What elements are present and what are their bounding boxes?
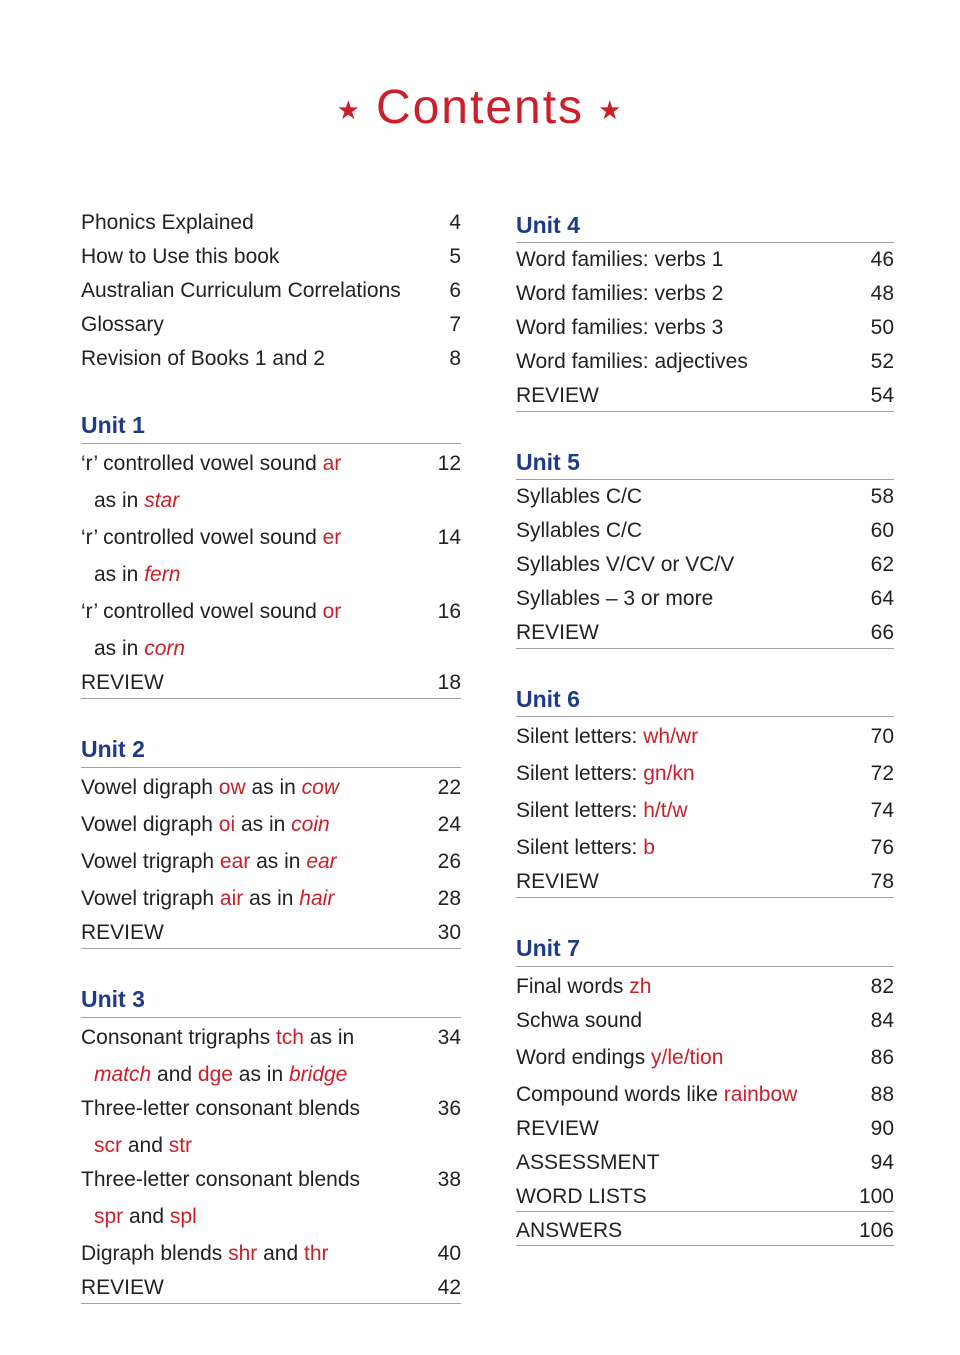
entry-highlight: dge [197, 1063, 233, 1086]
toc-entry[interactable] [81, 886, 461, 912]
entry-example: ear [306, 850, 337, 873]
page-number: 58 [870, 485, 894, 508]
toc-entry-review[interactable] [516, 1116, 894, 1142]
entry-text: as in [245, 776, 302, 799]
entry-text: Vowel digraph [81, 776, 219, 799]
entry-text: Three-letter consonant blends [81, 1097, 360, 1120]
toc-entry[interactable] [81, 1167, 461, 1193]
divider [81, 698, 461, 699]
page-number: 38 [437, 1168, 461, 1191]
toc-entry[interactable] [516, 1082, 894, 1108]
toc-entry[interactable] [516, 974, 894, 1000]
entry-text: as in [303, 1026, 355, 1049]
page-number: 30 [437, 921, 461, 944]
entry-label: Word families: adjectives [516, 350, 748, 373]
page-number: 14 [437, 526, 461, 549]
entry-highlight: ow [218, 776, 246, 799]
divider [516, 1245, 894, 1246]
toc-entry[interactable] [81, 244, 461, 270]
entry-label: Revision of Books 1 and 2 [81, 347, 325, 370]
divider [516, 648, 894, 649]
toc-entry-word-lists[interactable] [516, 1184, 894, 1210]
entry-label: REVIEW [81, 1276, 164, 1299]
entry-text: Digraph blends [81, 1242, 229, 1265]
divider [81, 948, 461, 949]
entry-example: hair [299, 887, 335, 910]
toc-entry[interactable] [81, 451, 461, 477]
divider [516, 716, 894, 717]
toc-entry[interactable] [516, 586, 894, 612]
entry-text: and [151, 1063, 198, 1086]
title-text: Contents [375, 81, 585, 134]
entry-example: corn [144, 637, 186, 660]
page-number: 78 [870, 870, 894, 893]
page-number: 84 [870, 1009, 894, 1032]
divider [516, 1211, 894, 1212]
entry-example: star [144, 489, 180, 512]
entry-highlight: wh/wr [643, 725, 699, 748]
toc-entry[interactable] [81, 812, 461, 838]
entry-text: Vowel trigraph [81, 887, 220, 910]
entry-label: Word families: verbs 3 [516, 316, 724, 339]
page-number: 42 [437, 1276, 461, 1299]
page-number: 90 [870, 1117, 894, 1140]
page-number: 74 [870, 799, 894, 822]
page-number: 82 [870, 975, 894, 998]
entry-highlight: shr [228, 1242, 258, 1265]
toc-entry[interactable] [81, 849, 461, 875]
entry-text: ‘r’ controlled vowel sound [81, 526, 323, 549]
entry-highlight: scr [94, 1134, 122, 1157]
entry-text: and [123, 1205, 170, 1228]
unit-heading: Unit 2 [81, 736, 145, 762]
entry-highlight: zh [629, 975, 652, 998]
toc-entry[interactable] [81, 1096, 461, 1122]
entry-text: as in [94, 489, 145, 512]
toc-entry-continued [94, 1062, 461, 1088]
page-number: 16 [437, 600, 461, 623]
divider [516, 479, 894, 480]
page-number: 40 [437, 1242, 461, 1265]
page-number: 5 [449, 245, 461, 268]
page-number: 72 [870, 762, 894, 785]
page-number: 76 [870, 836, 894, 859]
entry-label: ANSWERS [516, 1219, 623, 1242]
page-number: 52 [870, 350, 894, 373]
toc-entry[interactable] [81, 525, 461, 551]
toc-entry[interactable] [516, 724, 894, 750]
page-number: 36 [437, 1097, 461, 1120]
page-number: 8 [449, 347, 461, 370]
toc-entry[interactable] [81, 210, 461, 236]
entry-highlight: h/t/w [643, 799, 688, 822]
toc-entry[interactable] [81, 1241, 461, 1267]
page-number: 86 [870, 1046, 894, 1069]
entry-label: REVIEW [516, 1117, 599, 1140]
toc-entry[interactable] [81, 775, 461, 801]
toc-entry-review[interactable] [516, 620, 894, 646]
entry-highlight: ear [219, 850, 251, 873]
page-number: 94 [870, 1151, 894, 1174]
page-number: 34 [437, 1026, 461, 1049]
entry-highlight: air [219, 887, 244, 910]
entry-highlight: y/le/tion [651, 1046, 724, 1069]
entry-highlight: spl [169, 1205, 197, 1228]
toc-entry[interactable] [516, 247, 894, 273]
entry-label: Syllables C/C [516, 485, 643, 508]
entry-label: REVIEW [516, 870, 599, 893]
divider [516, 966, 894, 967]
page-number: 26 [437, 850, 461, 873]
entry-example: match [94, 1063, 152, 1086]
entry-text: and [257, 1242, 304, 1265]
toc-entry[interactable] [516, 1008, 894, 1034]
toc-entry[interactable] [516, 835, 894, 861]
entry-text: Word endings [516, 1046, 652, 1069]
toc-entry-answers[interactable] [516, 1218, 894, 1244]
toc-entry[interactable] [81, 278, 461, 304]
unit-heading: Unit 4 [516, 212, 580, 238]
entry-label: How to Use this book [81, 245, 280, 268]
toc-entry[interactable] [516, 761, 894, 787]
toc-entry[interactable] [516, 552, 894, 578]
entry-example: fern [144, 563, 181, 586]
page-number: 24 [437, 813, 461, 836]
toc-entry-review[interactable] [81, 670, 461, 696]
entry-text: as in [94, 637, 145, 660]
toc-entry[interactable] [516, 484, 894, 510]
toc-entry[interactable] [81, 312, 461, 338]
entry-highlight: er [322, 526, 342, 549]
toc-entry[interactable] [516, 1045, 894, 1071]
entry-highlight: thr [304, 1242, 329, 1265]
entry-highlight: tch [275, 1026, 304, 1049]
entry-text: as in [250, 850, 307, 873]
entry-label: Syllables – 3 or more [516, 587, 714, 610]
divider [516, 897, 894, 898]
entry-text: Silent letters: [516, 762, 644, 785]
divider [81, 1303, 461, 1304]
entry-label: REVIEW [81, 671, 164, 694]
entry-text: as in [94, 563, 145, 586]
entry-highlight: oi [218, 813, 236, 836]
entry-highlight: spr [94, 1205, 124, 1228]
entry-label: Syllables C/C [516, 519, 643, 542]
star-icon: ★ [598, 94, 624, 125]
unit-heading: Unit 6 [516, 686, 580, 712]
page-number: 64 [870, 587, 894, 610]
toc-entry-review[interactable] [516, 383, 894, 409]
page-number: 28 [437, 887, 461, 910]
page-number: 54 [870, 384, 894, 407]
entry-label: WORD LISTS [516, 1185, 647, 1208]
toc-entry[interactable] [81, 1025, 461, 1051]
page-number: 106 [858, 1219, 894, 1242]
page-number: 50 [870, 316, 894, 339]
entry-text: Compound words like [516, 1083, 724, 1106]
page-number: 60 [870, 519, 894, 542]
unit-heading: Unit 7 [516, 935, 580, 961]
entry-label: Schwa sound [516, 1009, 643, 1032]
entry-example: coin [291, 813, 330, 836]
page-number: 48 [870, 282, 894, 305]
entry-text: Final words [516, 975, 630, 998]
page-number: 100 [858, 1185, 894, 1208]
entry-highlight: or [322, 600, 342, 623]
unit-heading: Unit 3 [81, 986, 145, 1012]
entry-text: Silent letters: [516, 836, 644, 859]
page-number: 46 [870, 248, 894, 271]
entry-text: as in [243, 887, 300, 910]
toc-entry-continued [94, 636, 461, 662]
entry-label: REVIEW [516, 384, 599, 407]
toc-entry-continued [94, 562, 461, 588]
toc-entry[interactable] [516, 281, 894, 307]
page-number: 7 [449, 313, 461, 336]
entry-text: as in [232, 1063, 289, 1086]
page-number: 66 [870, 621, 894, 644]
entry-label: Phonics Explained [81, 211, 254, 234]
unit-heading: Unit 5 [516, 449, 580, 475]
entry-example: bridge [288, 1063, 348, 1086]
toc-entry[interactable] [516, 349, 894, 375]
entry-label: ASSESSMENT [516, 1151, 660, 1174]
toc-entry-review[interactable] [81, 1275, 461, 1301]
entry-text: ‘r’ controlled vowel sound [81, 600, 323, 623]
entry-text: Vowel digraph [81, 813, 219, 836]
toc-entry-review[interactable] [516, 869, 894, 895]
entry-label: REVIEW [81, 921, 164, 944]
entry-text: Vowel trigraph [81, 850, 220, 873]
entry-label: Syllables V/CV or VC/V [516, 553, 735, 576]
entry-label: REVIEW [516, 621, 599, 644]
page-number: 4 [449, 211, 461, 234]
entry-text: Three-letter consonant blends [81, 1168, 360, 1191]
page-number: 12 [437, 452, 461, 475]
page-number: 6 [449, 279, 461, 302]
entry-highlight: b [643, 836, 655, 859]
entry-text: Consonant trigraphs [81, 1026, 276, 1049]
entry-text: and [122, 1134, 169, 1157]
entry-label: Word families: verbs 2 [516, 282, 724, 305]
divider [516, 411, 894, 412]
page-number: 88 [870, 1083, 894, 1106]
page-number: 62 [870, 553, 894, 576]
entry-label: Glossary [81, 313, 164, 336]
entry-text: Silent letters: [516, 725, 644, 748]
entry-label: Word families: verbs 1 [516, 248, 724, 271]
toc-entry-review[interactable] [81, 920, 461, 946]
toc-entry-continued [94, 1204, 461, 1230]
left-column [81, 0, 461, 1355]
toc-entry[interactable] [516, 315, 894, 341]
toc-entry[interactable] [81, 599, 461, 625]
toc-entry-assessment[interactable] [516, 1150, 894, 1176]
star-icon: ★ [336, 94, 362, 125]
entry-text: ‘r’ controlled vowel sound [81, 452, 323, 475]
unit-heading: Unit 1 [81, 412, 145, 438]
toc-entry[interactable] [516, 518, 894, 544]
entry-text: Silent letters: [516, 799, 644, 822]
toc-entry[interactable] [81, 346, 461, 372]
divider [81, 1017, 461, 1018]
toc-entry[interactable] [516, 798, 894, 824]
entry-highlight: rainbow [723, 1083, 798, 1106]
right-column [516, 0, 894, 1355]
entry-highlight: str [168, 1134, 193, 1157]
entry-text: as in [235, 813, 292, 836]
toc-entry-continued [94, 488, 461, 514]
page-number: 22 [437, 776, 461, 799]
entry-label: Australian Curriculum Correlations [81, 279, 401, 302]
entry-highlight: gn/kn [643, 762, 695, 785]
entry-highlight: ar [322, 452, 342, 475]
toc-entry-continued [94, 1133, 461, 1159]
page-number: 70 [870, 725, 894, 748]
divider [81, 767, 461, 768]
divider [81, 443, 461, 444]
entry-example: cow [301, 776, 340, 799]
page-number: 18 [437, 671, 461, 694]
divider [516, 242, 894, 243]
